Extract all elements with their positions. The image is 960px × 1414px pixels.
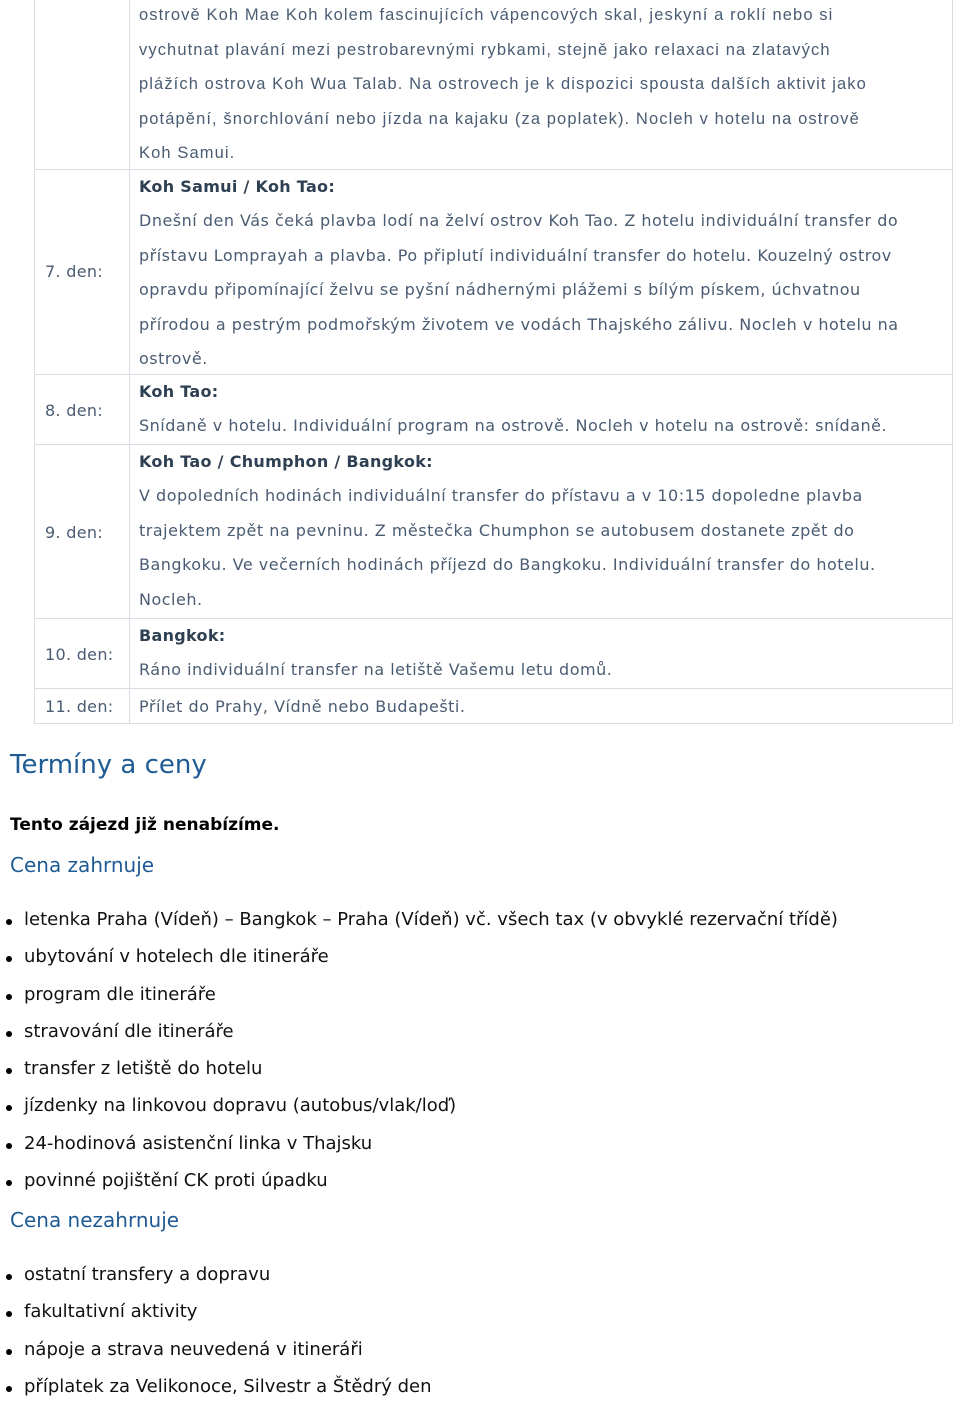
list-item-text: letenka Praha (Vídeň) – Bangkok – Praha (Vídeň) vč. všech tax (v obvyklé rezervační třídě) <box>24 909 838 930</box>
day-text-line: Nocleh. <box>139 589 203 609</box>
day-title: Bangkok: <box>139 626 226 645</box>
day-number: 7. den: <box>45 262 103 281</box>
list-item <box>0 1171 838 1208</box>
day-text-line: Ráno individuální transfer na letiště Vašemu letu domů. <box>139 660 613 679</box>
list-item <box>0 947 838 984</box>
day-text-line: opravdu připomínající želvu se pyšní nádhernými plážemi s bílým pískem, úchvatnou <box>139 280 861 299</box>
day-text-line: vychutnat plavání mezi pestrobarevnými rybkami, stejně jako relaxaci na zlatavých <box>139 40 831 59</box>
bullet-icon <box>6 1031 12 1037</box>
list-item-text: program dle itineráře <box>24 983 216 1005</box>
list-item-text: 24-hodinová asistenční linka v Thajsku <box>24 1132 373 1154</box>
list-item <box>0 1059 838 1096</box>
not-offered-notice: Tento zájezd již nenabízíme. <box>10 815 280 835</box>
list-item <box>0 1096 838 1133</box>
list-item <box>0 1134 838 1171</box>
day-text-line: ostrově. <box>139 349 208 368</box>
day-content <box>139 170 944 377</box>
bullet-icon <box>6 1349 12 1355</box>
day-label-cell <box>35 445 130 618</box>
list-item-text: ubytování v hotelech dle itineráře <box>24 946 329 968</box>
list-item-text: transfer z letiště do hotelu <box>24 1058 263 1080</box>
itinerary-row-day-10 <box>35 619 952 689</box>
itinerary-table <box>34 0 953 724</box>
bullet-icon <box>6 994 12 1000</box>
day-text-line: přístavu Lomprayah a plavba. Po připlutí individuální transfer do hotelu. Kouzelný ostrov <box>139 245 892 265</box>
list-item-text: nápoje a strava neuvedená v itineráři <box>24 1338 363 1360</box>
day-text-line: plážích ostrova Koh Wua Talab. Na ostrovech je k dispozici spousta dalších aktivit jako <box>139 75 867 93</box>
itinerary-row-continuation <box>35 0 952 170</box>
day-text-line: Bangkoku. Ve večerních hodinách příjezd do Bangkoku. Individuální transfer do hotelu. <box>139 555 876 574</box>
day-text-line: trajektem zpět na pevninu. Z městečka Chumphon se autobusem dostanete zpět do <box>139 520 855 540</box>
bullet-icon <box>6 1143 12 1149</box>
day-content <box>139 445 944 617</box>
day-content <box>139 619 944 688</box>
day-title: Koh Tao / Chumphon / Bangkok: <box>139 452 433 471</box>
terms-title: Termíny a ceny <box>10 750 207 780</box>
day-title: Koh Tao: <box>139 382 219 401</box>
list-item-text: fakultativní aktivity <box>24 1301 198 1323</box>
list-item <box>0 985 838 1022</box>
day-text-line: Snídaně v hotelu. Individuální program na ostrově. Nocleh v hotelu na ostrově: snídaně. <box>139 416 888 435</box>
bullet-icon <box>6 919 12 925</box>
day-number: 10. den: <box>45 645 114 664</box>
day-number: 11. den: <box>45 697 114 716</box>
day-text-line: Koh Samui. <box>139 144 236 162</box>
list-item-text: stravování dle itineráře <box>24 1020 234 1042</box>
excluded-list <box>0 1265 432 1414</box>
list-item <box>0 1377 432 1414</box>
day-content <box>139 375 944 444</box>
bullet-icon <box>6 956 12 962</box>
list-item-text: jízdenky na linkovou dopravu (autobus/vlak/loď) <box>24 1095 457 1117</box>
excluded-title: Cena nezahrnuje <box>10 1208 180 1232</box>
bullet-icon <box>6 1105 12 1111</box>
list-item <box>0 1340 432 1377</box>
day-content <box>139 0 944 171</box>
day-text-line: přírodou a pestrým podmořským životem ve vodách Thajského zálivu. Nocleh v hotelu na <box>139 314 899 334</box>
day-content <box>139 690 944 725</box>
day-text-line: potápění, šnorchlování nebo jízda na kajaku (za poplatek). Nocleh v hotelu na ostrově <box>139 109 860 128</box>
itinerary-row-day-9 <box>35 445 952 619</box>
itinerary-row-day-11 <box>35 689 952 723</box>
day-label-cell <box>35 375 130 444</box>
day-text-line: Přílet do Prahy, Vídně nebo Budapešti. <box>139 697 466 716</box>
list-item <box>0 1302 432 1339</box>
included-title: Cena zahrnuje <box>10 853 155 877</box>
list-item-text: ostatní transfery a dopravu <box>24 1264 271 1285</box>
bullet-icon <box>6 1386 12 1392</box>
day-number: 9. den: <box>45 523 103 542</box>
day-text-line: ostrově Koh Mae Koh kolem fascinujících vápencových skal, jeskyní a roklí nebo si <box>139 6 834 24</box>
bullet-icon <box>6 1274 12 1280</box>
day-title: Koh Samui / Koh Tao: <box>139 177 336 196</box>
included-list <box>0 910 838 1208</box>
list-item-text: povinné pojištění CK proti úpadku <box>24 1170 328 1192</box>
day-label-cell <box>35 689 130 723</box>
bullet-icon <box>6 1311 12 1317</box>
list-item <box>0 1022 838 1059</box>
bullet-icon <box>6 1068 12 1074</box>
day-label-cell <box>35 0 130 169</box>
day-label-cell <box>35 619 130 688</box>
list-item <box>0 910 838 947</box>
itinerary-row-day-7 <box>35 170 952 375</box>
day-label-cell <box>35 170 130 374</box>
day-number: 8. den: <box>45 401 103 420</box>
list-item-text: příplatek za Velikonoce, Silvestr a Štědrý den <box>24 1375 432 1397</box>
list-item <box>0 1265 432 1302</box>
itinerary-row-day-8 <box>35 375 952 445</box>
day-text-line: V dopoledních hodinách individuální transfer do přístavu a v 10:15 dopoledne plavba <box>139 486 863 505</box>
day-text-line: Dnešní den Vás čeká plavba lodí na želví ostrov Koh Tao. Z hotelu individuální transfer do <box>139 211 899 230</box>
bullet-icon <box>6 1180 12 1186</box>
